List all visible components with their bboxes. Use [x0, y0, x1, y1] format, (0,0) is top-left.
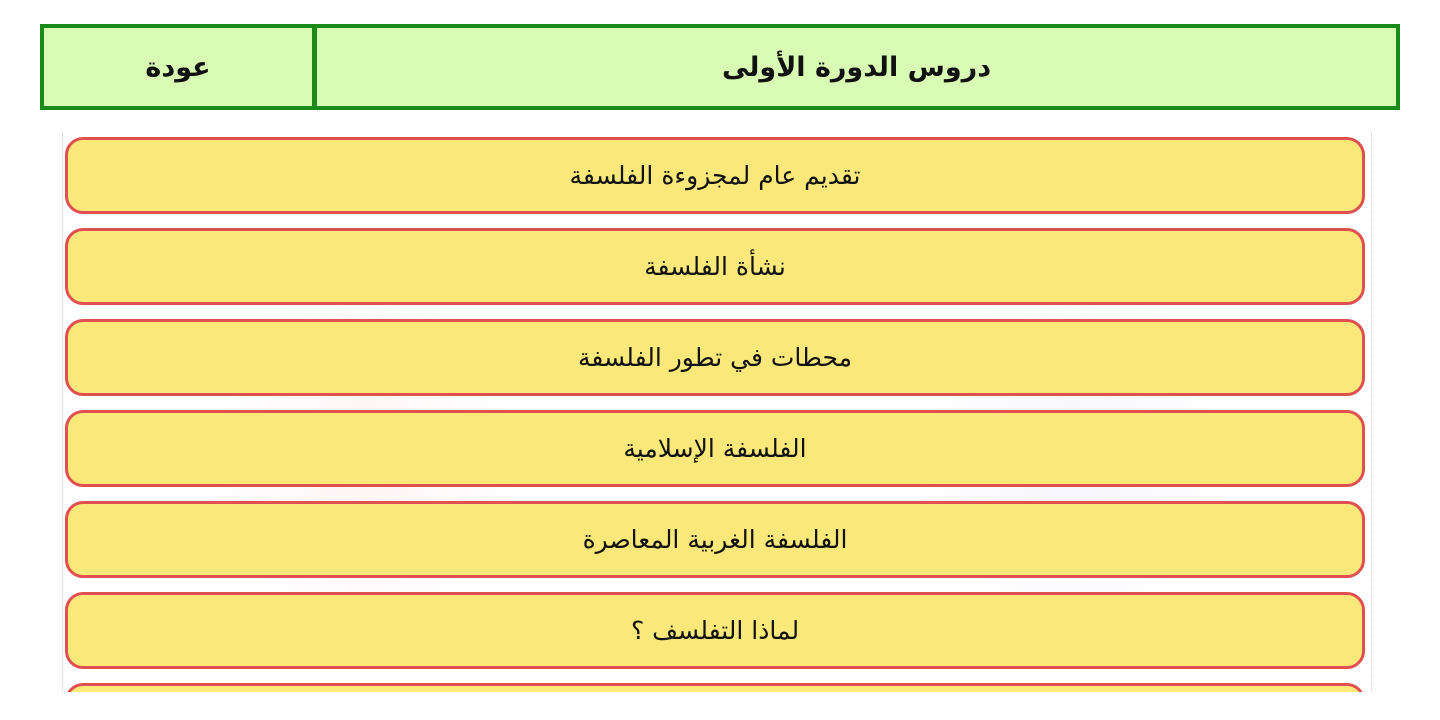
- page-title: دروس الدورة الأولى: [721, 51, 992, 83]
- lesson-item-5[interactable]: الفلسفة الغربية المعاصرة: [65, 501, 1365, 578]
- lesson-item-1[interactable]: تقديم عام لمجزوءة الفلسفة: [65, 137, 1365, 214]
- back-button[interactable]: عودة: [44, 28, 317, 106]
- lesson-item-3[interactable]: محطات في تطور الفلسفة: [65, 319, 1365, 396]
- lesson-item-4[interactable]: الفلسفة الإسلامية: [65, 410, 1365, 487]
- lesson-item-7-partial[interactable]: [65, 683, 1365, 692]
- header-bar: [40, 24, 1400, 110]
- lessons-list[interactable]: [62, 132, 1372, 692]
- lesson-item-2[interactable]: نشأة الفلسفة: [65, 228, 1365, 305]
- lesson-item-6[interactable]: لماذا التفلسف ؟: [65, 592, 1365, 669]
